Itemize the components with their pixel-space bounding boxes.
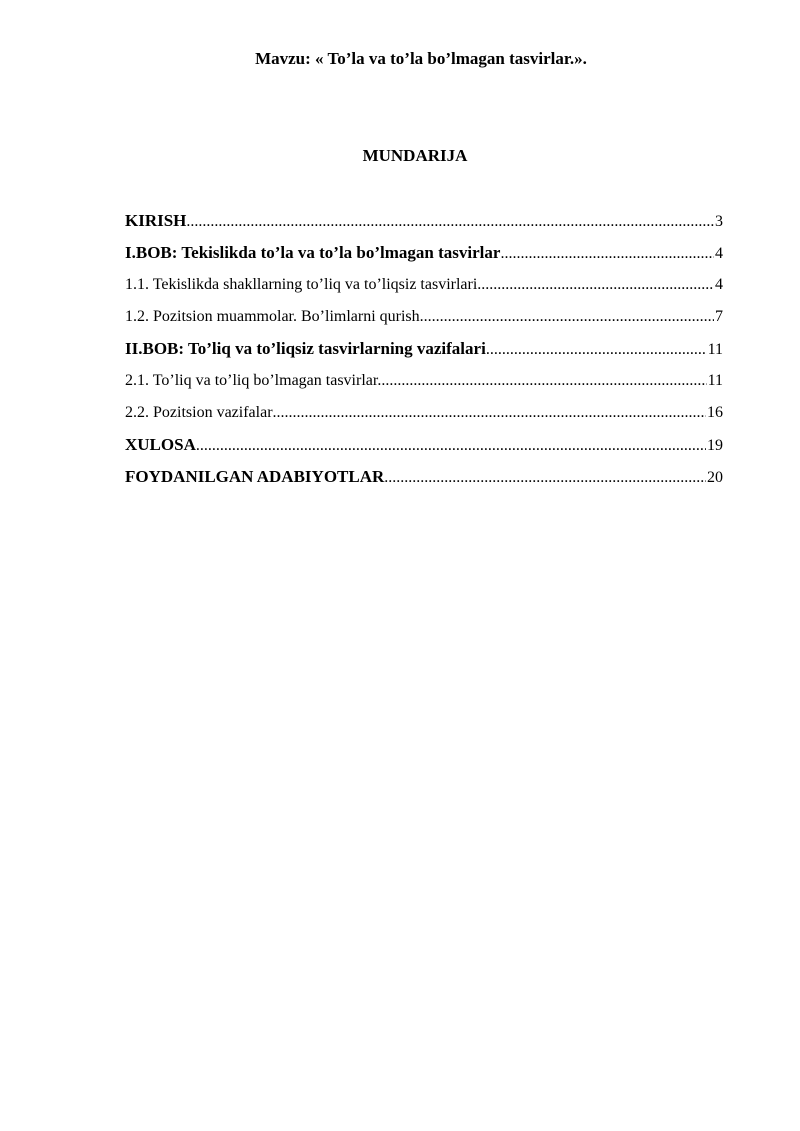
toc-entry-section-2-2[interactable] (125, 400, 723, 432)
toc-entry-section-1-1[interactable] (125, 272, 723, 304)
toc-dot-leader (420, 304, 714, 330)
toc-entry-title: KIRISH (125, 211, 187, 230)
toc-dot-leader (384, 465, 706, 491)
table-of-contents-heading: MUNDARIJA (362, 146, 468, 165)
toc-entry-title: XULOSA (125, 435, 196, 454)
toc-page-number: 20 (707, 469, 723, 486)
toc-entry-title: 2.1. To’liq va to’liq bo’lmagan tasvirlar. (125, 372, 382, 389)
toc-entry-title: I.BOB: Tekislikda to’la va to’la bo’lmagan tasvirlar (125, 243, 501, 262)
toc-entry-xulosa[interactable] (125, 432, 723, 464)
toc-entry-chapter-1[interactable] (125, 240, 723, 272)
toc-dot-leader (186, 209, 714, 235)
toc-entry-title: FOYDANILGAN ADABIYOTLAR (125, 467, 385, 486)
toc-entry-references[interactable] (125, 464, 723, 496)
toc-dot-leader (196, 433, 706, 459)
toc-page-number: 7 (715, 308, 723, 325)
toc-page-number: 4 (715, 276, 723, 293)
toc-page-number: 19 (707, 437, 723, 454)
toc-dot-leader (477, 272, 714, 298)
toc-page-number: 3 (715, 213, 723, 230)
toc-entry-section-1-2[interactable] (125, 304, 723, 336)
toc-entry-title: 1.1. Tekislikda shakllarning to’liq va to’liqsiz tasvirlari (125, 276, 478, 293)
toc-entry-kirish[interactable] (125, 208, 723, 240)
toc-page-number: 16 (707, 404, 723, 421)
toc-dot-leader (273, 400, 706, 426)
toc-page-number: 11 (707, 341, 723, 358)
toc-dot-leader (486, 337, 707, 363)
toc-entry-title: 1.2. Pozitsion muammolar. Bo’limlarni qurish (125, 308, 420, 325)
toc-page-number: 4 (715, 245, 723, 262)
toc-dot-leader (381, 368, 706, 394)
toc-entry-title: 2.2. Pozitsion vazifalar (125, 404, 273, 421)
document-topic: Mavzu: « To’la va to’la bo’lmagan tasvirlar.». (255, 49, 587, 68)
toc-page-number: 11 (707, 372, 723, 389)
table-of-contents (125, 208, 723, 496)
toc-entry-section-2-1[interactable] (125, 368, 723, 400)
toc-dot-leader (500, 241, 714, 267)
toc-entry-chapter-2[interactable] (125, 336, 723, 368)
toc-entry-title: II.BOB: To’liq va to’liqsiz tasvirlarning vazifalari (125, 339, 486, 358)
